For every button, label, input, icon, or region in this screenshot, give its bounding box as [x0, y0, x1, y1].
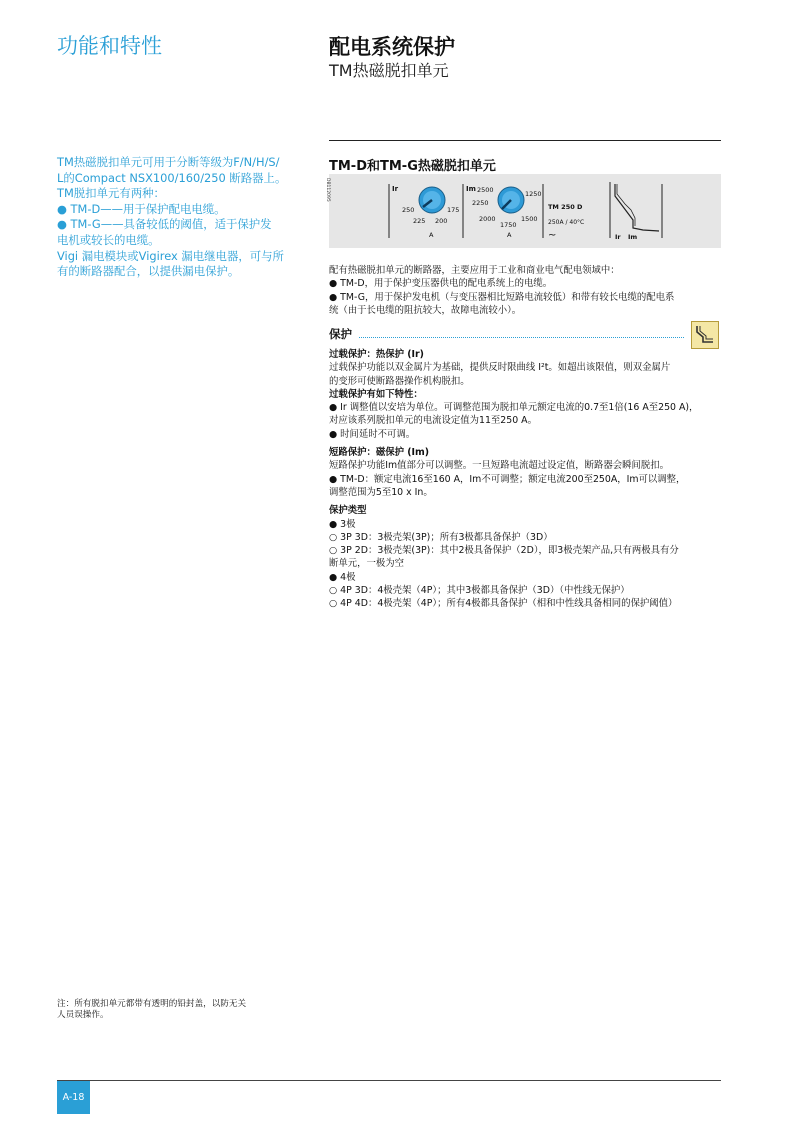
overload-feature-heading: 过载保护有如下特性：	[329, 388, 423, 400]
ir-unit: A	[429, 231, 434, 239]
page-title: 配电系统保护	[329, 35, 455, 59]
trip-unit-diagram	[325, 174, 721, 248]
overload-line: 过载保护功能以双金属片为基础，提供反时限曲线 I²t。如超出该限值，则双金属片	[329, 362, 671, 374]
protection-details	[329, 348, 721, 611]
page-number: A-18	[57, 1081, 90, 1114]
ir-dial-label: Ir	[392, 185, 399, 193]
diagram-code: DB112095	[325, 178, 330, 202]
im-tick: 2250	[472, 199, 489, 207]
protection-type-item: ● 3极	[329, 518, 356, 530]
protection-types-heading: 保护类型	[329, 505, 367, 517]
intro-line: Vigi 漏电模块或Vigirex 漏电继电器，可与所	[57, 248, 284, 263]
application-line: ● TM-D，用于保护变压器供电的配电系统上的电缆。	[329, 278, 553, 290]
overload-feature: ● 时间延时不可调。	[329, 428, 416, 440]
im-tick: 1750	[500, 221, 517, 229]
im-tick: 1500	[521, 215, 538, 223]
overload-feature: ● Ir 调整值以安培为单位。可调整范围为脱扣单元额定电流的0.7至1倍(16 A至250 A)，	[329, 402, 699, 414]
ir-tick: 200	[435, 217, 448, 225]
application-line: 统（由于长电缆的阻抗较大，故障电流较小）。	[329, 304, 522, 316]
application-line: 配有热磁脱扣单元的断路器，主要应用于工业和商业电气配电领域中：	[329, 265, 620, 276]
rating-label: 250A / 40°C	[548, 219, 585, 226]
short-circuit-heading: 短路保护：磁保护 (Im)	[329, 447, 430, 459]
protection-heading: 保护	[329, 327, 352, 341]
footnote-line: 注：所有脱扣单元都带有透明的铅封盖，以防无关	[57, 999, 247, 1009]
protection-type-item: ○ 3P 3D：3极壳架(3P)；所有3极都具备保护（3D）	[329, 531, 553, 543]
overload-feature: 对应该系列脱扣单元的电流设定值为11至250 A。	[329, 415, 537, 427]
model-label: TM 250 D	[548, 203, 583, 211]
ir-tick: 250	[402, 206, 415, 214]
trip-unit-illustration	[325, 174, 721, 248]
ac-symbol: ~	[548, 230, 557, 241]
protection-type-item: ● 4极	[329, 571, 356, 583]
intro-line: ● TM-D——用于保护配电电缆。	[57, 201, 226, 216]
protection-type-item: ○ 4P 3D：4极壳架（4P）；其中3极都具备保护（3D）（中性线无保护）	[329, 585, 630, 597]
intro-line: TM脱扣单元有两种：	[57, 186, 165, 201]
im-tick: 1250	[525, 190, 542, 198]
footnote-line: 人员误操作。	[57, 1010, 109, 1020]
ir-tick: 225	[413, 217, 426, 225]
short-circuit-line: 短路保护功能Im值部分可以调整。一旦短路电流超过设定值，断路器会瞬间脱扣。	[329, 460, 670, 472]
ir-tick: 175	[447, 206, 460, 214]
intro-line: L的Compact NSX100/160/250 断路器上。	[57, 170, 287, 185]
intro-line: ● TM-G——具备较低的阈值，适于保护发	[57, 217, 272, 232]
intro-line: 电机或较长的电缆。	[57, 232, 160, 247]
protection-type-item: ○ 3P 2D：3极壳架(3P)：其中2极具备保护（2D），即3极壳架产品,只有两极具有分	[329, 545, 679, 557]
protection-heading-bar	[329, 324, 721, 348]
intro-line: 有的断路器配合，以提供漏电保护。	[57, 264, 240, 279]
overload-line: 的变形可使断路器操作机构脱扣。	[329, 375, 470, 387]
intro-text	[57, 155, 315, 280]
im-tick: 2500	[477, 186, 494, 194]
footer-divider	[57, 1080, 721, 1081]
im-tick: 2000	[479, 215, 496, 223]
protection-type-item: ○ 4P 4D：4极壳架（4P）；所有4极都具备保护（相和中性线具备相同的保护阈值）	[329, 598, 678, 610]
im-dial-label: Im	[466, 185, 476, 193]
curve-im-label: Im	[628, 233, 638, 241]
short-circuit-line: 调整范围为5至10 x In。	[329, 486, 433, 498]
section-title: 功能和特性	[57, 34, 162, 58]
header-divider	[329, 140, 721, 141]
protection-type-item: 断单元，一极为空	[329, 558, 405, 570]
im-unit: A	[507, 231, 512, 239]
curve-ir-label: Ir	[615, 233, 621, 241]
footnote	[57, 999, 272, 1021]
overload-heading: 过载保护：热保护 (Ir)	[329, 349, 424, 360]
intro-line: TM热磁脱扣单元可用于分断等级为F/N/H/S/	[57, 155, 280, 169]
application-line: ● TM-G，用于保护发电机（与变压器相比短路电流较低）和带有较长电缆的配电系	[329, 291, 675, 303]
short-circuit-line: ● TM-D：额定电流16至160 A，Im不可调整；额定电流200至250A，Im可以调整，	[329, 473, 686, 485]
section-heading: TM-D和TM-G热磁脱扣单元	[329, 159, 496, 174]
trip-curve-icon	[691, 321, 719, 349]
application-text	[329, 264, 721, 317]
trip-curve	[615, 184, 659, 231]
page-subtitle: TM热磁脱扣单元	[329, 61, 449, 80]
dotted-leader	[359, 337, 684, 338]
